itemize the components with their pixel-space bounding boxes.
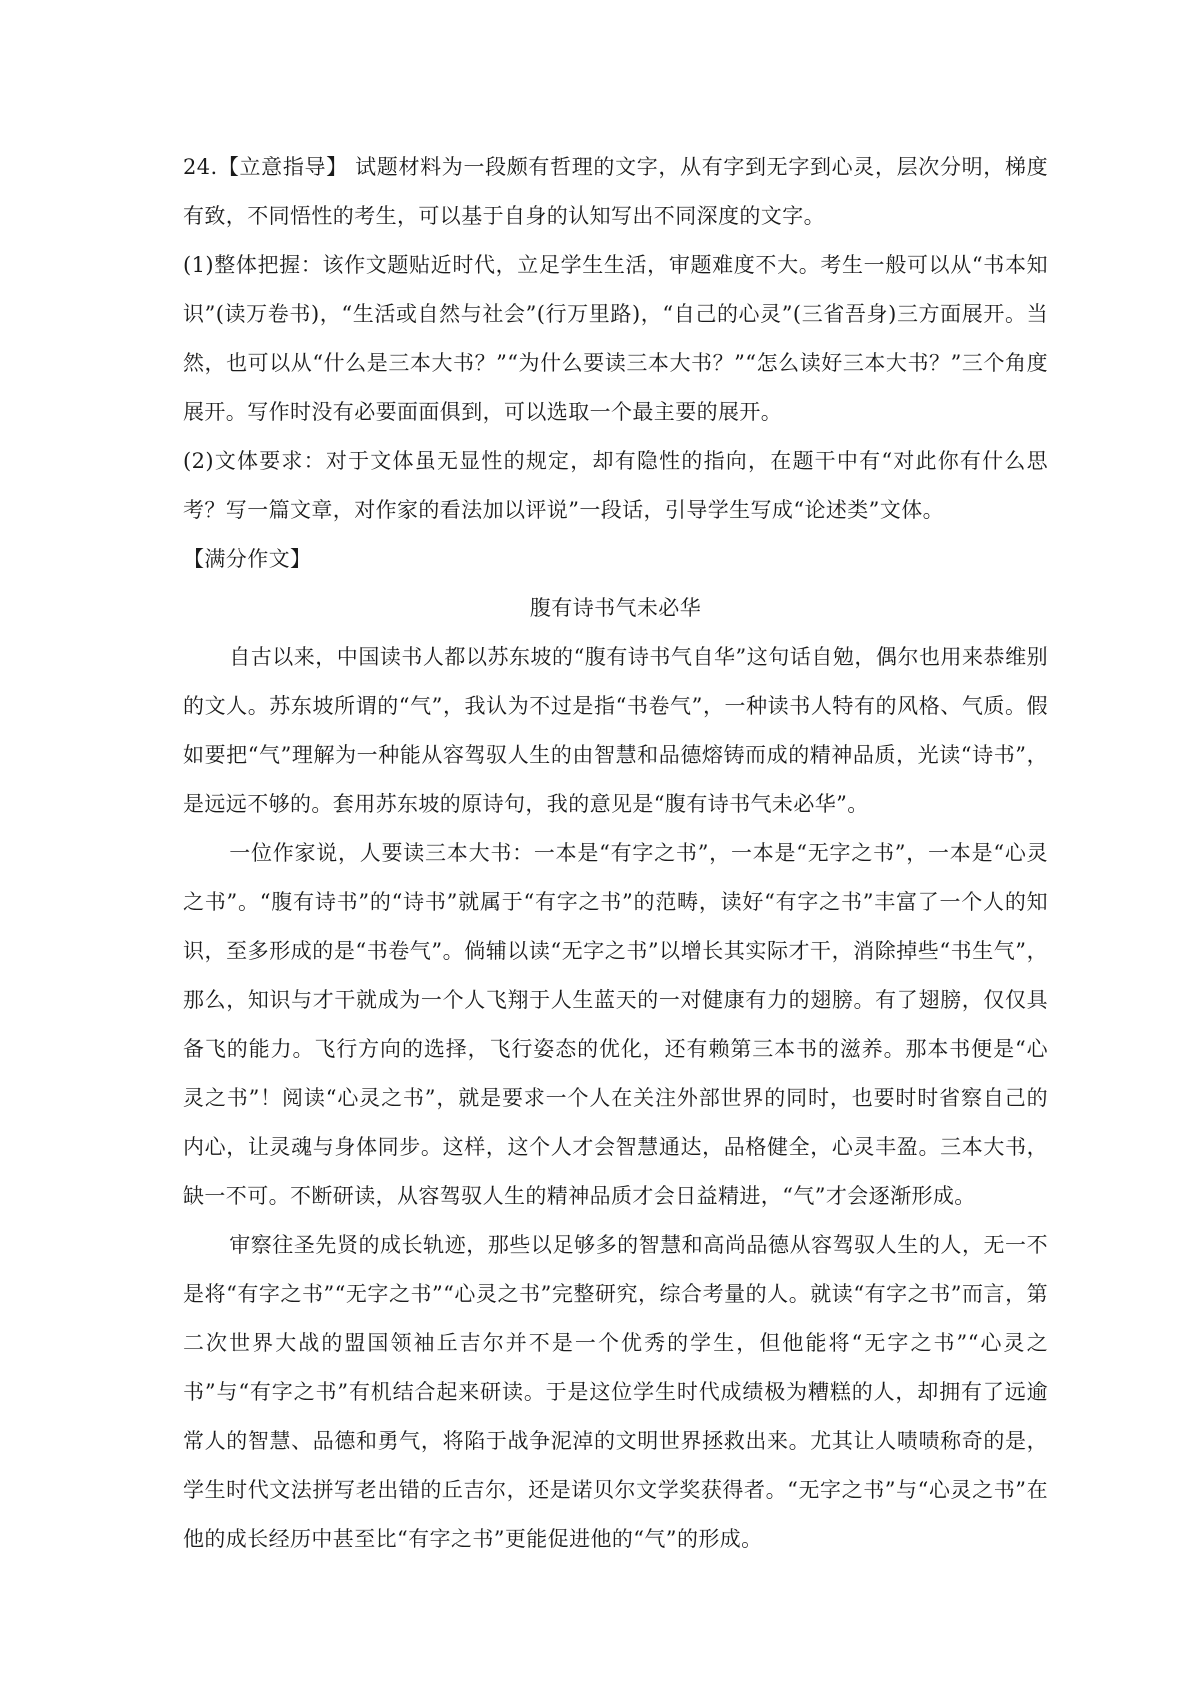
essay-paragraph: 一位作家说，人要读三本大书：一本是“有字之书”，一本是“无字之书”，一本是“心灵之书”。“腹有诗书”的“诗书”就属于“有字之书”的范畴，读好“有字之书”丰富了一个人的知识，至多形成的是“书卷气”。倘辅以读“无字之书”以增长其实际才干，消除掉些“书生气”，那么，知识与才干就成为一个人飞翔于人生蓝天的一对健康有力的翅膀。有了翅膀，仅仅具备飞的能力。飞行方向的选择，飞行姿态的优化，还有赖第三本书的滋养。那本书便是“心灵之书”！阅读“心灵之书”，就是要求一个人在关注外部世界的同时，也要时时省察自己的内心，让灵魂与身体同步。这样，这个人才会智慧通达，品格健全，心灵丰盈。三本大书，缺一不可。不断研读，从容驾驭人生的精神品质才会日益精进，“气”才会逐渐形成。: [183, 841, 1048, 1208]
essay-paragraph: 自古以来，中国读书人都以苏东坡的“腹有诗书气自华”这句话自勉，偶尔也用来恭维别的文人。苏东坡所谓的“气”，我认为不过是指“书卷气”，一种读书人特有的风格、气质。假如要把“气”理解为一种能从容驾驭人生的由智慧和品德熔铸而成的精神品质，光读“诗书”，是远远不够的。套用苏东坡的原诗句，我的意见是“腹有诗书气未必华”。: [183, 645, 1048, 816]
guidance-intro: 24.【立意指导】 试题材料为一段颇有哲理的文字，从有字到无字到心灵，层次分明，梯度有致，不同悟性的考生，可以基于自身的认知写出不同深度的文字。: [183, 155, 1048, 228]
essay-paragraph: 审察往圣先贤的成长轨迹，那些以足够多的智慧和高尚品德从容驾驭人生的人，无一不是将“有字之书”“无字之书”“心灵之书”完整研究，综合考量的人。就读“有字之书”而言，第二次世界大战的盟国领袖丘吉尔并不是一个优秀的学生，但他能将“无字之书”“心灵之书”与“有字之书”有机结合起来研读。于是这位学生时代成绩极为糟糕的人，却拥有了远逾常人的智慧、品德和勇气，将陷于战争泥淖的文明世界拯救出来。尤其让人啧啧称奇的是，学生时代文法拼写老出错的丘吉尔，还是诺贝尔文学奖获得者。“无字之书”与“心灵之书”在他的成长经历中甚至比“有字之书”更能促进他的“气”的形成。: [183, 1233, 1048, 1551]
guidance-point-1: (1)整体把握：该作文题贴近时代，立足学生生活，审题难度不大。考生一般可以从“书本知识”(读万卷书)，“生活或自然与社会”(行万里路)，“自己的心灵”(三省吾身)三方面展开。当然，也可以从“什么是三本大书？”“为什么要读三本大书？”“怎么读好三本大书？”三个角度展开。写作时没有必要面面俱到，可以选取一个最主要的展开。: [183, 253, 1048, 424]
guidance-point-2: (2)文体要求：对于文体虽无显性的规定，却有隐性的指向，在题干中有“对此你有什么思考？写一篇文章，对作家的看法加以评说”一段话，引导学生写成“论述类”文体。: [183, 449, 1048, 522]
essay-title: 腹有诗书气未必华: [529, 596, 702, 620]
essay-section-label: 【满分作文】: [183, 547, 312, 571]
